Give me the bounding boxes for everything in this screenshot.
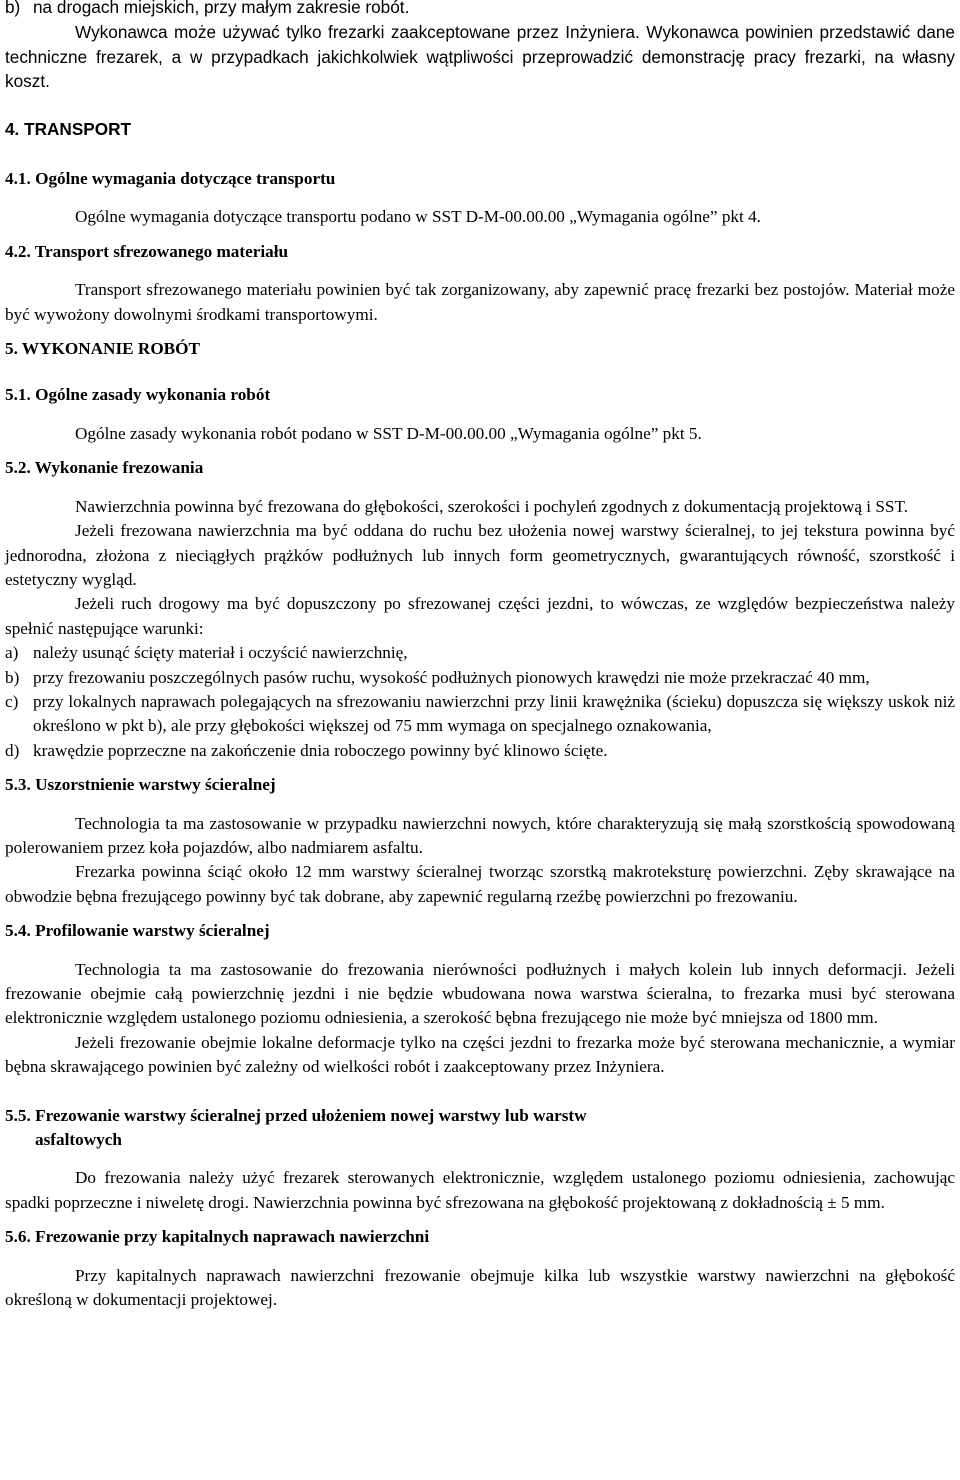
section-5-4-paragraph-2: Jeżeli frezowanie obejmie lokalne deformacje tylko na części jezdni to frezarka może być sterowana mechanicznie, a wymiar bębna skrawającego powinien być zależny od wielkości robót i zaakceptowany przez Inżyniera. — [5, 1032, 955, 1077]
section-5-5-heading-line-1: 5.5. Frezowanie warstwy ścieralnej przed ułożeniem nowej warstwy lub warstw — [5, 1105, 587, 1125]
list-item — [5, 666, 955, 690]
section-5-heading: 5. WYKONANIE ROBÓT — [5, 339, 200, 359]
section-4-1-heading: 4.1. Ogólne wymagania dotyczące transportu — [5, 169, 336, 189]
list-text: krawędzie poprzeczne na zakończenie dnia roboczego powinny być klinowo ścięte. — [33, 740, 608, 760]
section-5-5-heading-line-2: asfaltowych — [35, 1130, 122, 1150]
list-item — [5, 739, 955, 763]
section-5-3-paragraph-2: Frezarka powinna ściąć około 12 mm warstwy ścieralnej tworząc szorstką makroteksturę powierzchni. Zęby skrawające na obwodzie bębna frezującego powinny być tak dobrane, aby zapewnić regularną rzeźbę powierzchni po frezowaniu. — [5, 862, 955, 906]
list-item-b — [5, 0, 955, 19]
section-4-2-text: Transport sfrezowanego materiału powinien być tak zorganizowany, aby zapewnić pracę frezarki bez postojów. Materiał może być wywożony dowolnymi środkami transportowymi. — [5, 280, 955, 324]
section-5-2-paragraph-1: Nawierzchnia powinna być frezowana do głębokości, szerokości i pochyleń zgodnych z dokumentacją projektową i SST. — [75, 496, 909, 516]
list-item — [5, 690, 955, 739]
list-marker: d) — [5, 740, 20, 760]
conditions-list — [5, 641, 955, 763]
list-item — [5, 641, 955, 665]
list-text: przy lokalnych naprawach polegających na sfrezowaniu nawierzchni przy linii krawężnika (ścieku) dopuszcza się większy uskok niż określono w pkt b), ale przy głębokości większej od 75 mm wymaga on specjalnego oznakowania, — [33, 691, 955, 736]
section-4-2-heading: 4.2. Transport sfrezowanego materiału — [5, 241, 289, 261]
list-marker: b) — [5, 667, 20, 687]
list-marker: c) — [5, 691, 19, 711]
section-5-2-paragraph-3: Jeżeli ruch drogowy ma być dopuszczony po sfrezowanej części jezdni, to wówczas, ze względów bezpieczeństwa należy spełnić następujące warunki: — [5, 594, 955, 638]
section-5-4-paragraph-1: Technologia ta ma zastosowanie do frezowania nierówności podłużnych i małych kolein lub innych deformacji. Jeżeli frezowanie obejmie całą powierzchnię jezdni i nie będzie wbudowana nowa warstwa ścieralna, to frezarka musi być sterowana elektronicznie względem ustalonego poziomu odniesienia, a szerokość bębna frezującego nie może być mniejsza od 1800 mm. — [5, 959, 955, 1028]
list-text: przy frezowaniu poszczególnych pasów ruchu, wysokość podłużnych pionowych krawędzi nie może przekraczać 40 mm, — [33, 667, 870, 687]
section-5-6-paragraph-1: Przy kapitalnych naprawach nawierzchni frezowanie obejmuje kilka lub wszystkie warstwy nawierzchni na głębokość określoną w dokumentacji projektowej. — [5, 1265, 955, 1310]
section-5-5-heading — [5, 1104, 955, 1153]
list-text: na drogach miejskich, przy małym zakresie robót. — [33, 0, 410, 17]
paragraph-frezarki: Wykonawca może używać tylko frezarki zaakceptowane przez Inżyniera. Wykonawca powinien przedstawić dane techniczne frezarek, a w przypadkach jakichkolwiek wątpliwości przeprowadzić demonstrację pracy frezarki, na własny koszt. — [5, 22, 955, 92]
section-5-1-text: Ogólne zasady wykonania robót podano w SST D-M-00.00.00 „Wymagania ogólne” pkt 5. — [75, 423, 702, 443]
section-4-heading: 4. TRANSPORT — [5, 118, 132, 139]
section-5-4-heading: 5.4. Profilowanie warstwy ścieralnej — [5, 921, 270, 941]
section-5-2-heading: 5.2. Wykonanie frezowania — [5, 458, 204, 478]
section-4-1-text: Ogólne wymagania dotyczące transportu podano w SST D-M-00.00.00 „Wymagania ogólne” pkt 4. — [75, 207, 761, 227]
section-5-3-paragraph-1: Technologia ta ma zastosowanie w przypadku nawierzchni nowych, które charakteryzują się małą szorstkością spowodowaną polerowaniem przez koła pojazdów, albo nadmiarem asfaltu. — [5, 813, 955, 857]
section-5-1-heading: 5.1. Ogólne zasady wykonania robót — [5, 385, 271, 405]
section-5-6-heading: 5.6. Frezowanie przy kapitalnych naprawach nawierzchni — [5, 1227, 430, 1247]
list-marker: a) — [5, 643, 19, 663]
section-5-3-heading: 5.3. Uszorstnienie warstwy ścieralnej — [5, 775, 276, 795]
list-marker: b) — [5, 0, 21, 17]
list-text: należy usunąć ścięty materiał i oczyścić nawierzchnię, — [33, 643, 408, 663]
section-5-5-paragraph-1: Do frezowania należy użyć frezarek sterowanych elektronicznie, względem ustalonego poziomu odniesienia, zachowując spadki poprzeczne i niweletę drogi. Nawierzchnia powinna być sfrezowana na głębokość projektowaną z dokładnością ± 5 mm. — [5, 1168, 955, 1212]
section-5-2-paragraph-2: Jeżeli frezowana nawierzchnia ma być oddana do ruchu bez ułożenia nowej warstwy ścieralnej, to jej tekstura powinna być jednorodna, złożona z nieciągłych prążków podłużnych lub innych form geometrycznych, gwarantujących równość, szorstkość i estetyczny wygląd. — [5, 521, 955, 589]
